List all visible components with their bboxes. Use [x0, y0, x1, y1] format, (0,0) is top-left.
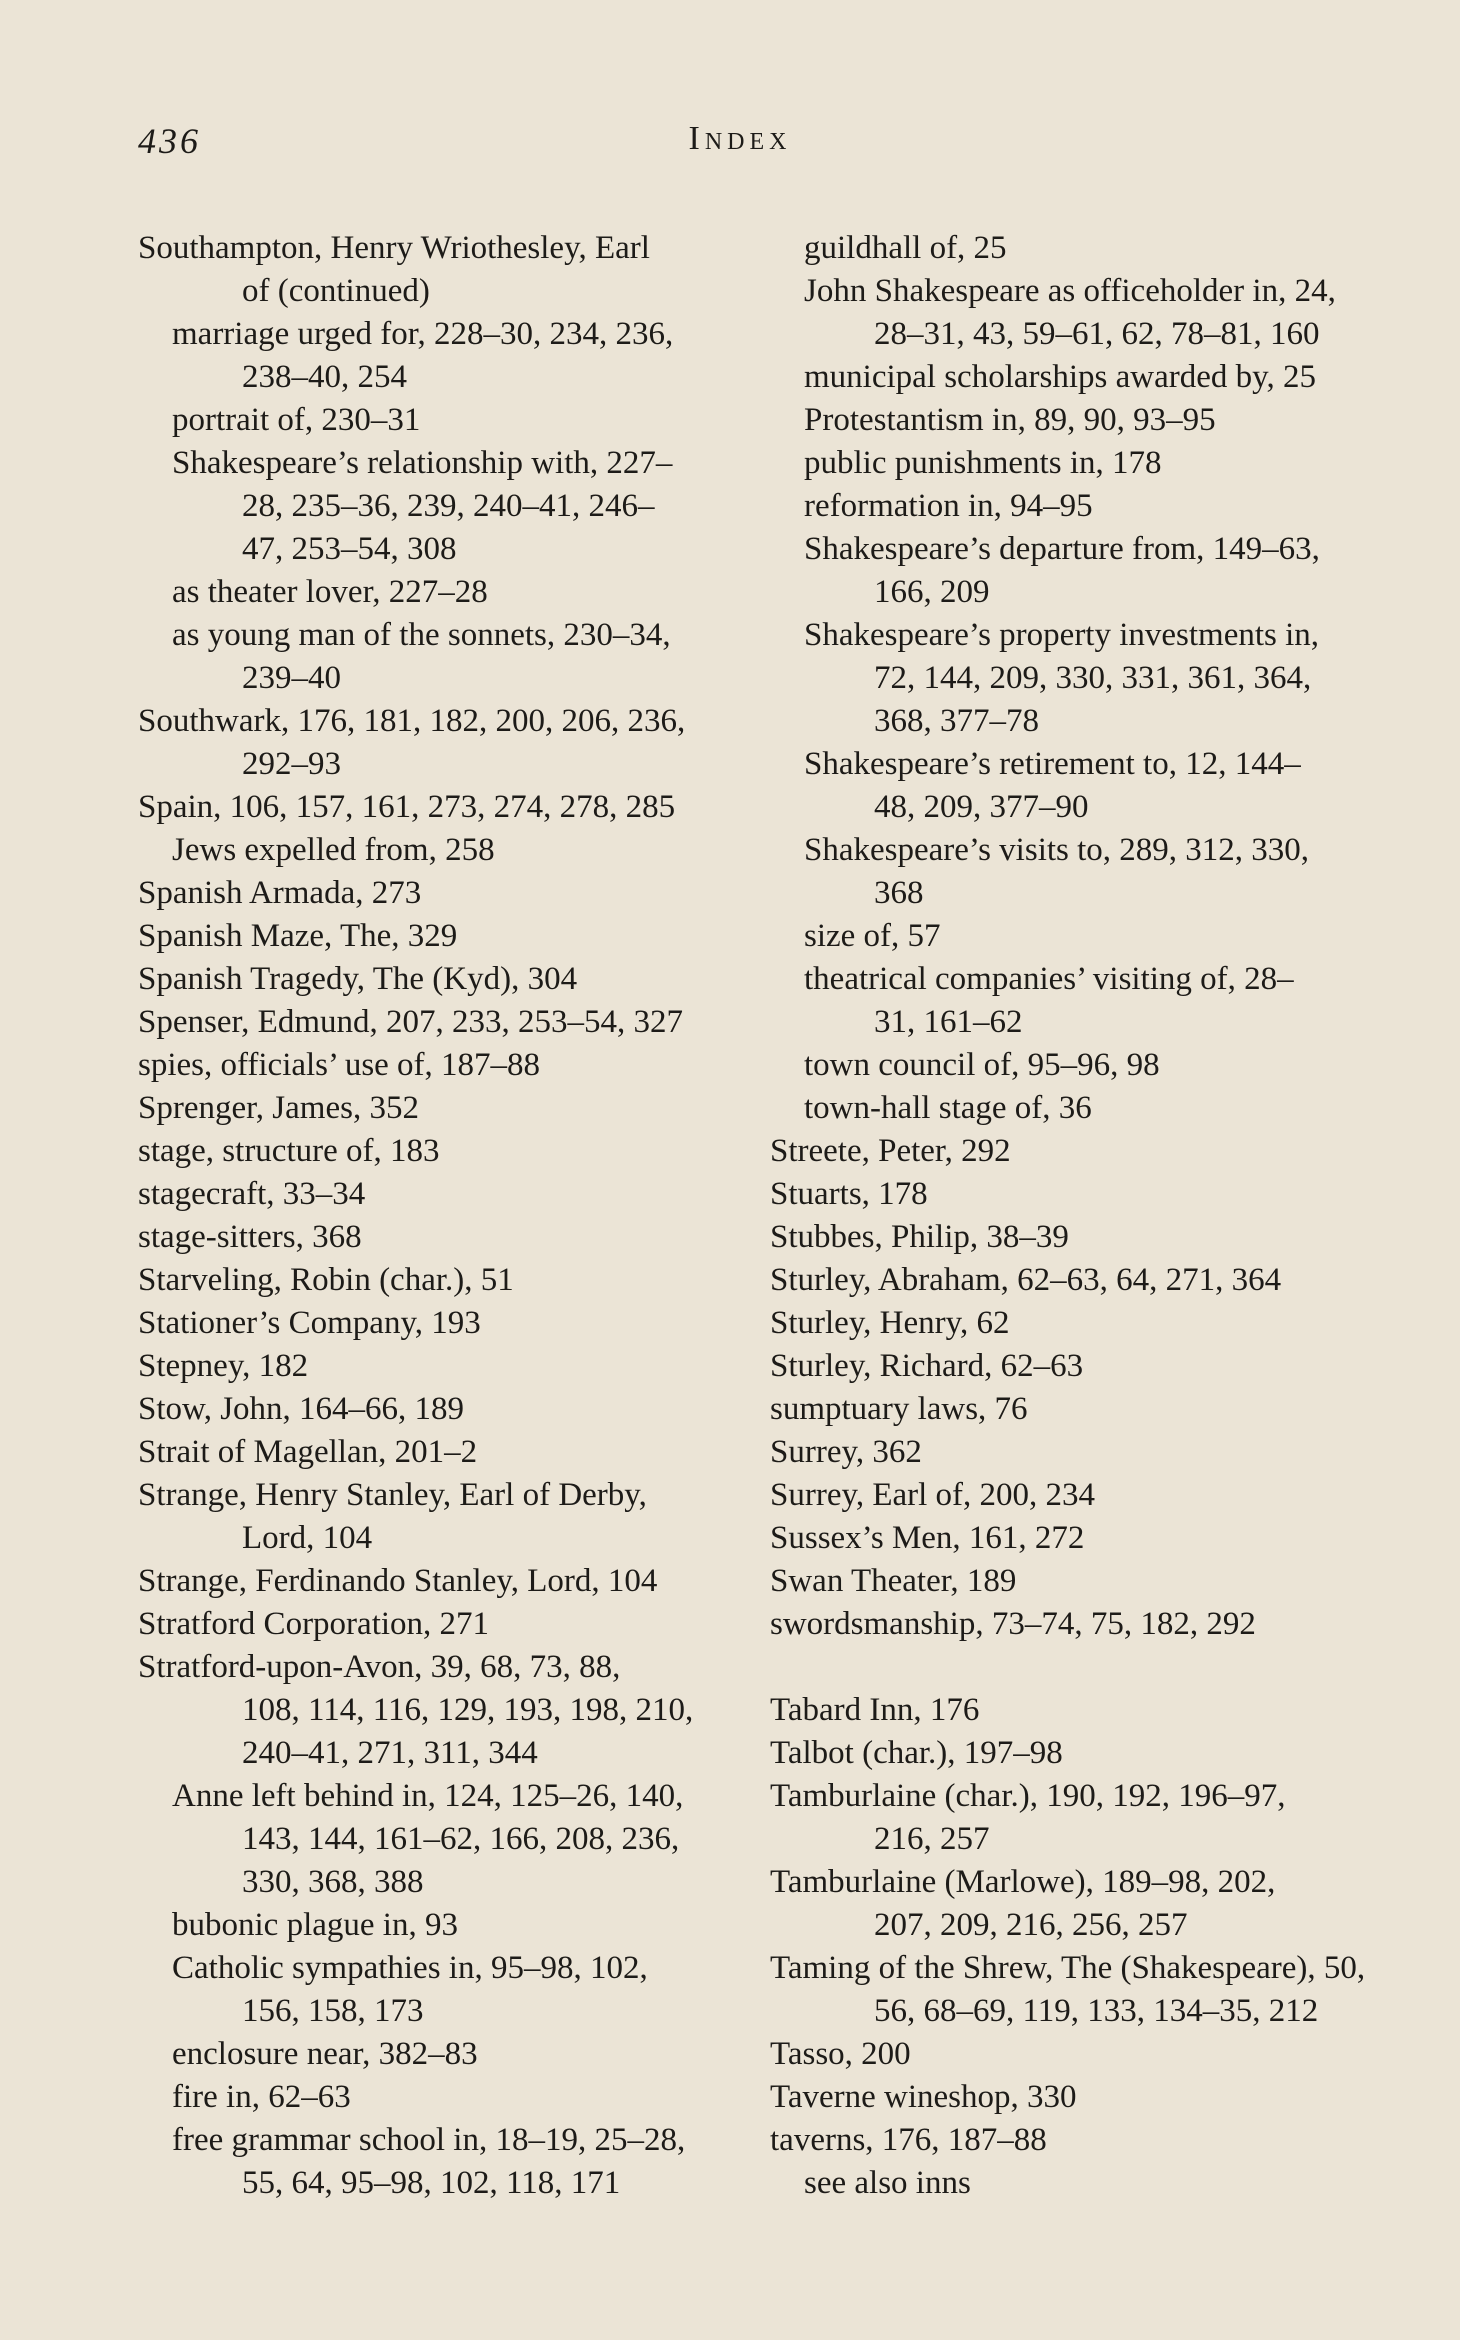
index-line: 31, 161–62	[874, 1004, 1023, 1040]
index-line: Starveling, Robin (char.), 51	[138, 1262, 514, 1298]
index-line: Stationer’s Company, 193	[138, 1305, 481, 1341]
index-line: see also inns	[804, 2165, 971, 2201]
index-subentry	[770, 485, 1370, 528]
index-line: Tasso, 200	[770, 2036, 911, 2072]
index-line: Spanish Armada, 273	[138, 875, 422, 911]
index-line: Surrey, Earl of, 200, 234	[770, 1477, 1096, 1513]
index-line: Stubbes, Philip, 38–39	[770, 1219, 1069, 1255]
index-subentry	[770, 614, 1370, 743]
index-column-left	[138, 227, 738, 2205]
index-entry	[138, 1345, 738, 1388]
index-line: Taming of the Shrew, The (Shakespeare), 50,	[770, 1950, 1366, 1986]
index-line: size of, 57	[804, 918, 941, 954]
index-line: Stuarts, 178	[770, 1176, 928, 1212]
index-subentry	[770, 743, 1370, 829]
index-line: 156, 158, 173	[242, 1993, 424, 2029]
index-line: Tabard Inn, 176	[770, 1692, 980, 1728]
index-subentry	[770, 227, 1370, 270]
index-entry	[138, 1431, 738, 1474]
index-line: as young man of the sonnets, 230–34,	[172, 617, 671, 653]
index-subentry	[138, 442, 738, 571]
index-entry	[770, 1130, 1370, 1173]
index-entry	[138, 1388, 738, 1431]
index-line: town council of, 95–96, 98	[804, 1047, 1160, 1083]
index-line: 143, 144, 161–62, 166, 208, 236,	[242, 1821, 680, 1857]
index-line: Shakespeare’s departure from, 149–63,	[804, 531, 1320, 567]
index-entry	[770, 1603, 1370, 1646]
index-line: John Shakespeare as officeholder in, 24,	[804, 273, 1336, 309]
index-entry	[138, 1216, 738, 1259]
index-entry	[770, 1302, 1370, 1345]
index-subentry	[138, 2119, 738, 2205]
index-entry	[138, 1173, 738, 1216]
index-line: Surrey, 362	[770, 1434, 922, 1470]
index-entry	[770, 2033, 1370, 2076]
index-line: Southwark, 176, 181, 182, 200, 206, 236,	[138, 703, 686, 739]
index-line: public punishments in, 178	[804, 445, 1162, 481]
index-line: Spenser, Edmund, 207, 233, 253–54, 327	[138, 1004, 683, 1040]
index-entry	[138, 1474, 738, 1560]
running-head: Index	[688, 120, 792, 157]
index-subentry	[770, 2162, 1370, 2205]
index-subentry	[138, 2033, 738, 2076]
letter-gap	[770, 1646, 1370, 1689]
index-line: Strait of Magellan, 201–2	[138, 1434, 478, 1470]
index-line: stagecraft, 33–34	[138, 1176, 366, 1212]
index-subentry	[770, 1044, 1370, 1087]
index-line: Shakespeare’s visits to, 289, 312, 330,	[804, 832, 1310, 868]
index-entry	[138, 1001, 738, 1044]
index-line: Stratford Corporation, 271	[138, 1606, 490, 1642]
index-entry	[770, 1345, 1370, 1388]
index-line: Taverne wineshop, 330	[770, 2079, 1077, 2115]
index-entry	[138, 1646, 738, 1775]
index-line: 55, 64, 95–98, 102, 118, 171	[242, 2165, 621, 2201]
index-line: Jews expelled from, 258	[172, 832, 495, 868]
index-entry	[138, 1087, 738, 1130]
index-entry	[770, 1259, 1370, 1302]
index-subentry	[770, 915, 1370, 958]
index-line: 56, 68–69, 119, 133, 134–35, 212	[874, 1993, 1319, 2029]
index-line: 216, 257	[874, 1821, 990, 1857]
index-line: enclosure near, 382–83	[172, 2036, 478, 2072]
index-entry	[138, 1302, 738, 1345]
index-line: as theater lover, 227–28	[172, 574, 488, 610]
index-subentry	[770, 270, 1370, 356]
index-line: Southampton, Henry Wriothesley, Earl	[138, 230, 650, 266]
index-entry	[770, 1517, 1370, 1560]
index-line: 207, 209, 216, 256, 257	[874, 1907, 1188, 1943]
index-subentry	[138, 614, 738, 700]
index-line: sumptuary laws, 76	[770, 1391, 1028, 1427]
index-entry	[138, 1603, 738, 1646]
index-entry	[138, 227, 738, 313]
index-line: bubonic plague in, 93	[172, 1907, 458, 1943]
index-line: Anne left behind in, 124, 125–26, 140,	[172, 1778, 684, 1814]
index-line: portrait of, 230–31	[172, 402, 421, 438]
index-subentry	[138, 829, 738, 872]
index-line: marriage urged for, 228–30, 234, 236,	[172, 316, 674, 352]
index-line: 292–93	[242, 746, 341, 782]
index-entry	[138, 700, 738, 786]
index-line: stage, structure of, 183	[138, 1133, 440, 1169]
index-subentry	[138, 1947, 738, 2033]
index-line: 28–31, 43, 59–61, 62, 78–81, 160	[874, 316, 1320, 352]
index-line: Tamburlaine (char.), 190, 192, 196–97,	[770, 1778, 1286, 1814]
index-line: Stow, John, 164–66, 189	[138, 1391, 465, 1427]
index-line: Lord, 104	[242, 1520, 373, 1556]
index-line: guildhall of, 25	[804, 230, 1007, 266]
index-line: Stratford-upon-Avon, 39, 68, 73, 88,	[138, 1649, 621, 1685]
index-line: fire in, 62–63	[172, 2079, 351, 2115]
index-subentry	[138, 313, 738, 399]
index-line: 47, 253–54, 308	[242, 531, 457, 567]
index-subentry	[138, 2076, 738, 2119]
index-line: Tamburlaine (Marlowe), 189–98, 202,	[770, 1864, 1276, 1900]
index-line: Strange, Henry Stanley, Earl of Derby,	[138, 1477, 647, 1513]
index-line: 368	[874, 875, 924, 911]
index-line: Shakespeare’s property investments in,	[804, 617, 1320, 653]
index-line: Spain, 106, 157, 161, 273, 274, 278, 285	[138, 789, 676, 825]
index-line: spies, officials’ use of, 187–88	[138, 1047, 541, 1083]
index-line: taverns, 176, 187–88	[770, 2122, 1047, 2158]
index-subentry	[770, 356, 1370, 399]
index-line: 238–40, 254	[242, 359, 407, 395]
index-line: Stepney, 182	[138, 1348, 309, 1384]
index-line: 368, 377–78	[874, 703, 1039, 739]
index-entry	[770, 1689, 1370, 1732]
index-line: Talbot (char.), 197–98	[770, 1735, 1063, 1771]
index-line: reformation in, 94–95	[804, 488, 1093, 524]
index-entry	[138, 1560, 738, 1603]
index-entry	[138, 1130, 738, 1173]
index-entry	[770, 1775, 1370, 1861]
index-line: Swan Theater, 189	[770, 1563, 1017, 1599]
index-line: Shakespeare’s retirement to, 12, 144–	[804, 746, 1301, 782]
index-entry	[770, 2076, 1370, 2119]
index-entry	[138, 872, 738, 915]
page-number: 436	[138, 121, 201, 161]
index-subentry	[770, 442, 1370, 485]
index-line: Sprenger, James, 352	[138, 1090, 419, 1126]
index-line: municipal scholarships awarded by, 25	[804, 359, 1316, 395]
index-subentry	[770, 829, 1370, 915]
index-line: town-hall stage of, 36	[804, 1090, 1092, 1126]
index-subentry	[770, 399, 1370, 442]
index-entry	[138, 786, 738, 829]
index-line: Sturley, Richard, 62–63	[770, 1348, 1084, 1384]
index-line: Protestantism in, 89, 90, 93–95	[804, 402, 1216, 438]
index-line: Catholic sympathies in, 95–98, 102,	[172, 1950, 648, 1986]
index-entry	[770, 1947, 1370, 2033]
index-subentry	[138, 1775, 738, 1904]
index-line: Spanish Maze, The, 329	[138, 918, 458, 954]
index-line: 166, 209	[874, 574, 990, 610]
index-entry	[770, 1216, 1370, 1259]
index-subentry	[138, 399, 738, 442]
index-line: Sturley, Abraham, 62–63, 64, 271, 364	[770, 1262, 1282, 1298]
index-line: swordsmanship, 73–74, 75, 182, 292	[770, 1606, 1256, 1642]
index-line: Strange, Ferdinando Stanley, Lord, 104	[138, 1563, 658, 1599]
index-subentry	[770, 1087, 1370, 1130]
index-column-right	[770, 227, 1370, 2205]
index-line: 72, 144, 209, 330, 331, 361, 364,	[874, 660, 1312, 696]
index-line: Streete, Peter, 292	[770, 1133, 1011, 1169]
index-entry	[770, 1474, 1370, 1517]
index-line: Sussex’s Men, 161, 272	[770, 1520, 1085, 1556]
index-entry	[770, 1560, 1370, 1603]
index-subentry	[138, 571, 738, 614]
index-subentry	[770, 958, 1370, 1044]
index-line: 48, 209, 377–90	[874, 789, 1089, 825]
index-line: Sturley, Henry, 62	[770, 1305, 1010, 1341]
index-entry	[770, 1431, 1370, 1474]
index-line: 239–40	[242, 660, 341, 696]
index-line: Shakespeare’s relationship with, 227–	[172, 445, 673, 481]
index-line: 330, 368, 388	[242, 1864, 424, 1900]
index-entry	[770, 1732, 1370, 1775]
index-entry	[138, 915, 738, 958]
index-entry	[138, 1044, 738, 1087]
index-line: stage-sitters, 368	[138, 1219, 362, 1255]
index-entry	[138, 1259, 738, 1302]
index-entry	[770, 1173, 1370, 1216]
index-subentry	[138, 1904, 738, 1947]
index-entry	[770, 1861, 1370, 1947]
index-line: 108, 114, 116, 129, 193, 198, 210,	[242, 1692, 694, 1728]
index-line: 28, 235–36, 239, 240–41, 246–	[242, 488, 655, 524]
index-line: 240–41, 271, 311, 344	[242, 1735, 538, 1771]
index-line: theatrical companies’ visiting of, 28–	[804, 961, 1294, 997]
index-entry	[138, 958, 738, 1001]
index-line: free grammar school in, 18–19, 25–28,	[172, 2122, 686, 2158]
index-line: of (continued)	[242, 273, 430, 309]
index-line: Spanish Tragedy, The (Kyd), 304	[138, 961, 578, 997]
index-entry	[770, 1388, 1370, 1431]
index-entry	[770, 2119, 1370, 2162]
index-subentry	[770, 528, 1370, 614]
